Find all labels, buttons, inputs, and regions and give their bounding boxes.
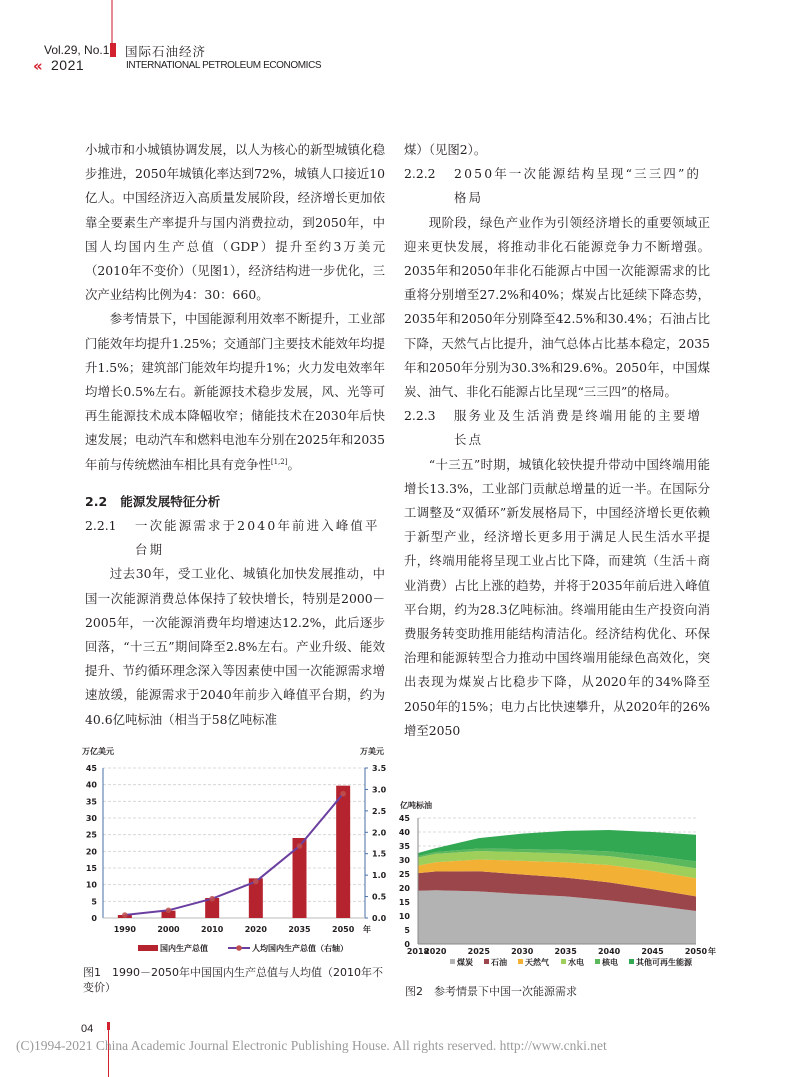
- svg-text:年: 年: [363, 925, 371, 934]
- svg-text:5: 5: [91, 897, 97, 907]
- svg-text:0.5: 0.5: [372, 892, 387, 902]
- svg-text:2018: 2018: [406, 947, 430, 956]
- svg-text:2050: 2050: [332, 925, 355, 934]
- svg-text:10: 10: [398, 912, 410, 921]
- citation-ref[interactable]: [1,2]: [270, 457, 288, 466]
- legend-item: 天然气: [525, 958, 549, 967]
- svg-text:0: 0: [91, 914, 97, 923]
- y-axis-unit: 亿吨标油: [400, 801, 432, 810]
- legend-gdp-per-capita: 人均国内生产总值（右轴）: [252, 944, 348, 953]
- svg-text:0.0: 0.0: [372, 914, 387, 923]
- copyright-notice: (C)1994-2021 China Academic Journal Electronic Publishing House. All rights reserved. http://www.cnki.net: [16, 1038, 607, 1053]
- legend-item: 其他可再生能源: [636, 958, 692, 967]
- svg-text:3.0: 3.0: [372, 785, 387, 795]
- volume-issue: Vol.29, No.1: [44, 43, 110, 57]
- svg-text:35: 35: [398, 842, 410, 851]
- figure-2-caption: 图2 参考情景下中国一次能源需求: [405, 985, 577, 998]
- header-red-block: [110, 43, 116, 57]
- svg-text:年: 年: [708, 947, 716, 956]
- journal-title-en: INTERNATIONAL PETROLEUM ECONOMICS: [126, 60, 322, 71]
- y-axis-right-unit: 万美元: [360, 747, 384, 756]
- svg-text:2025: 2025: [467, 947, 490, 956]
- paragraph: “十三五”时期，城镇化较快提升带动中国终端用能增长13.3%，工业部门贡献总增量的近一半。在国际分工调整及“双循环”新发展格局下，中国经济增长更依赖于新型产业，经济增长更多用于满足人民生活水平提升，终端用能将呈现工业占比下降，而建筑（生活＋商业消费）占比上涨的趋势，并将于2035年前后进入峰值平台期，约为28.3亿吨标油。终端用能由生产投资向消费服务转变助推用能结构清洁化。经济结构优化、环保治理和能源转型合力推动中国终端用能绿色高效化，突出表现为煤炭占比稳步下降，从2020年的34%降至2050年的15%；电力占比快速攀升，从2020年的26%增至2050: [404, 456, 710, 738]
- svg-text:2.5: 2.5: [372, 806, 387, 816]
- svg-text:2035: 2035: [288, 925, 311, 934]
- footer-red-mark: [107, 1022, 110, 1030]
- svg-text:2040: 2040: [597, 947, 621, 956]
- y-axis-unit: 万亿美元: [82, 747, 114, 756]
- svg-text:20: 20: [398, 884, 410, 893]
- subsection-heading: 2.2.1 一次能源需求于2040年前进入峰值平台期: [85, 518, 380, 558]
- svg-text:40: 40: [85, 780, 97, 790]
- paragraph: 参考情景下，中国能源利用效率不断提升，工业部门能效年均提升1.25%；交通部门主要技术能效年均提升1.5%；建筑部门能效年均提升1%；火力发电效率年均增长0.5%左右。新能源技术稳步发展，风、光等可再生能源技术成本降幅收窄；储能技术在2030年后快速发展；电动汽车和燃料电池车分别在2025年和2035年前与传统燃油车相比具有竞争性[1,2]。: [85, 311, 385, 472]
- svg-text:15: 15: [398, 898, 410, 907]
- section-heading: 2.2 能源发展特征分析: [85, 493, 221, 509]
- legend-item: 煤炭: [457, 958, 473, 967]
- svg-text:2000: 2000: [157, 925, 180, 934]
- svg-text:1990: 1990: [113, 925, 136, 934]
- svg-text:35: 35: [85, 797, 97, 807]
- legend-item: 核电: [602, 958, 618, 967]
- svg-text:45: 45: [398, 814, 410, 823]
- svg-text:1.0: 1.0: [372, 871, 387, 881]
- gdp-bar: [336, 786, 350, 918]
- subsection-heading: 2.2.3 服务业及生活消费是终端用能的主要增长点: [404, 408, 703, 448]
- paragraph: 现阶段，绿色产业作为引领经济增长的重要领域正迎来更快发展，将推动非化石能源竞争力不断增强。2035年和2050年非化石能源占中国一次能源需求的比重将分别增至27.2%和40%；煤炭占比延续下降态势，2035年和2050年分别降至42.5%和30.4%；石油占比下降，天然气占比提升，油气总体占比基本稳定，2035年和2050年分别为30.3%和29.6%。2050年，中国煤炭、油气、非化石能源占比呈现“三三四”的格局。: [404, 214, 710, 400]
- header-vertical-line: [111, 0, 113, 45]
- paragraph: 煤）（见图2）。: [404, 142, 487, 157]
- svg-text:2030: 2030: [511, 947, 534, 956]
- svg-text:40: 40: [398, 828, 410, 837]
- svg-text:0: 0: [404, 940, 410, 949]
- page-number: 04: [81, 1023, 94, 1035]
- svg-text:3.5: 3.5: [372, 764, 387, 773]
- right-column: [404, 138, 710, 743]
- subsection-heading: 2.2.2 2050年一次能源结构呈现“三三四”的格局: [404, 166, 702, 206]
- svg-text:2020: 2020: [244, 925, 267, 934]
- svg-text:15: 15: [85, 864, 97, 873]
- svg-text:45: 45: [85, 764, 97, 773]
- left-column: [85, 138, 385, 732]
- legend-item: 石油: [491, 958, 507, 967]
- chevron-left-icon: «: [33, 57, 39, 75]
- figure-1-chart: [70, 742, 395, 957]
- svg-text:2035: 2035: [554, 947, 577, 956]
- svg-text:1.5: 1.5: [372, 849, 387, 859]
- svg-text:30: 30: [398, 856, 410, 865]
- paragraph: 小城市和小城镇协调发展，以人为核心的新型城镇化稳步推进，2050年城镇化率达到72%，城镇人口接近10亿人。中国经济迈入高质量发展阶段，经济增长更加依靠全要素生产率提升与国内消费拉动，到2050年，中国人均国内生产总值（GDP）提升至约3万美元（2010年不变价）（见图1），经济结构进一步优化，三次产业结构比例为4：30：660。: [85, 142, 385, 303]
- legend-gdp: 国内生产总值: [160, 944, 208, 953]
- svg-text:2.0: 2.0: [372, 828, 387, 838]
- svg-text:25: 25: [85, 830, 97, 840]
- svg-text:30: 30: [85, 814, 97, 823]
- svg-text:20: 20: [85, 847, 97, 857]
- svg-text:25: 25: [398, 870, 410, 879]
- issue-year: 2021: [51, 57, 85, 73]
- svg-text:5: 5: [404, 926, 410, 935]
- svg-text:10: 10: [85, 880, 97, 890]
- svg-text:2020: 2020: [424, 947, 447, 956]
- legend-item: 水电: [568, 958, 584, 967]
- svg-text:2045: 2045: [641, 947, 664, 956]
- paragraph: 过去30年，受工业化、城镇化加快发展推动，中国一次能源消费总体保持了较快增长，特别是2000－2005年，一次能源消费年均增速达12.2%，此后逐步回落，“十三五”期间降至2.8%左右。产业升级、能效提升、节约循环理念深入等因素使中国一次能源需求增速放缓，能源需求于2040年前步入峰值平台期，约为40.6亿吨标油（相当于58亿吨标准: [85, 566, 385, 727]
- svg-text:2050: 2050: [684, 947, 708, 956]
- figure-2-chart: [395, 795, 725, 975]
- journal-title-cn: 国际石油经济: [125, 44, 207, 59]
- svg-text:2010: 2010: [201, 925, 224, 934]
- figure-1-caption: 图1 1990－2050年中国国内生产总值与人均值（2010年不变价）: [83, 966, 383, 994]
